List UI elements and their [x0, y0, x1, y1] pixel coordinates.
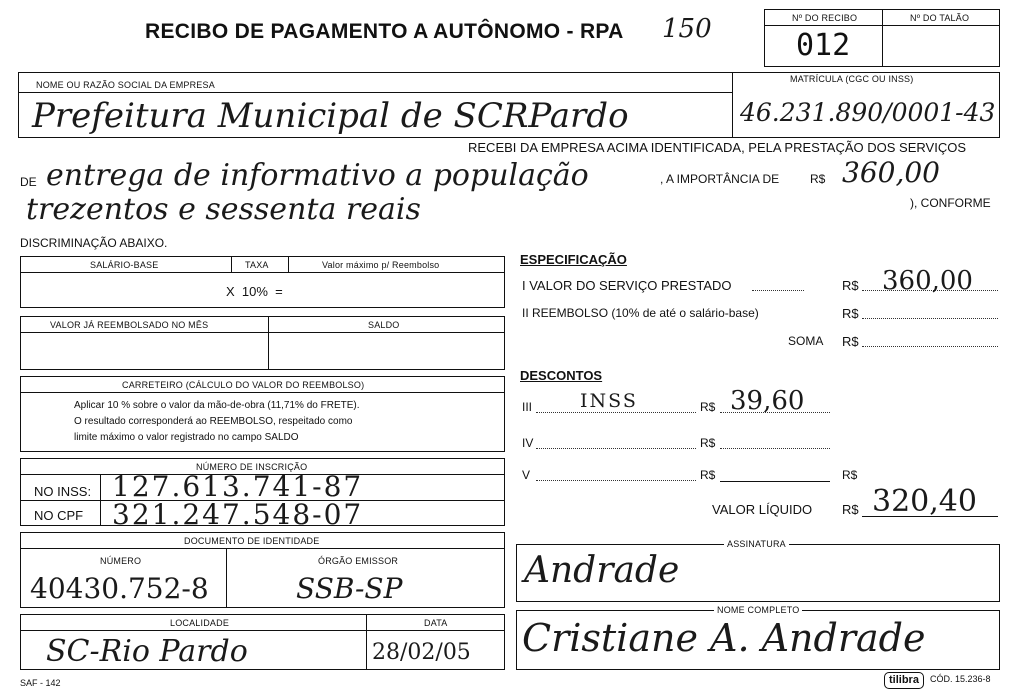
tilibra-logo: tilibra — [884, 672, 924, 689]
statement-de: DE — [20, 175, 37, 189]
salario-label: SALÁRIO-BASE — [90, 260, 159, 270]
desconto-iii-value: 39,60 — [730, 386, 805, 416]
inscricao-title: NÚMERO DE INSCRIÇÃO — [196, 462, 308, 472]
orgao-value: SSB-SP — [296, 572, 403, 605]
product-code: CÓD. 15.236-8 — [930, 674, 991, 684]
carreteiro-title: CARRETEIRO (CÁLCULO DO VALOR DO REEMBOLSO) — [122, 380, 365, 390]
matricula-value: 46.231.890/0001-43 — [740, 98, 996, 127]
cpf-value: 321.247.548-07 — [112, 498, 364, 531]
item1-value: 360,00 — [882, 266, 973, 296]
form-code: SAF - 142 — [20, 678, 61, 688]
desconto-iii-currency: R$ — [700, 400, 716, 414]
item1-currency: R$ — [842, 278, 859, 293]
valor-liquido-currency: R$ — [842, 502, 859, 517]
descontos-title: DESCONTOS — [520, 368, 603, 383]
desconto-iv-label: IV — [522, 436, 534, 450]
valor-ja-label: VALOR JÁ REEMBOLSADO NO MÊS — [50, 320, 209, 330]
desconto-v-currency: R$ — [700, 468, 716, 482]
document-title: RECIBO DE PAGAMENTO A AUTÔNOMO - RPA — [145, 20, 624, 43]
identidade-title: DOCUMENTO DE IDENTIDADE — [184, 536, 320, 546]
title-annotation: 150 — [662, 14, 712, 44]
soma-currency: R$ — [842, 334, 859, 349]
inss-value: 127.613.741-87 — [112, 470, 364, 503]
valor-max-label: Valor máximo p/ Reembolso — [322, 260, 440, 270]
localidade-label: LOCALIDADE — [170, 618, 230, 628]
desconto-iv-currency: R$ — [700, 436, 716, 450]
discriminacao-label: DISCRIMINAÇÃO ABAIXO. — [20, 236, 168, 250]
valor-liquido-value: 320,40 — [872, 484, 977, 519]
services-value: entrega de informativo a população — [46, 158, 589, 193]
especificacao-title: ESPECIFICAÇÃO — [520, 252, 627, 267]
desconto-iii-desc: INSS — [580, 390, 638, 412]
carreteiro-line1: Aplicar 10 % sobre o valor da mão-de-obra (11,71% do FRETE). — [74, 400, 360, 411]
data-value: 28/02/05 — [372, 640, 471, 665]
company-name-value: Prefeitura Municipal de SCRPardo — [32, 96, 629, 136]
inss-label: NO INSS: — [34, 484, 92, 499]
desconto-iii-label: III — [522, 400, 533, 414]
numero-label: NÚMERO — [100, 556, 142, 566]
amount-words-value: trezentos e sessenta reais — [26, 192, 421, 227]
receipt-number-label: Nº DO RECIBO — [792, 13, 858, 23]
saldo-label: SALDO — [368, 320, 400, 330]
company-name-label: NOME OU RAZÃO SOCIAL DA EMPRESA — [36, 80, 215, 90]
amount-value: 360,00 — [842, 156, 940, 189]
item1-label: I VALOR DO SERVIÇO PRESTADO — [522, 278, 732, 293]
item2-label: II REEMBOLSO (10% de até o salário-base) — [522, 306, 759, 320]
valor-liquido-label: VALOR LÍQUIDO — [712, 502, 813, 517]
carreteiro-line3: limite máximo o valor registrado no campo SALDO — [74, 432, 299, 443]
talao-label: Nº DO TALÃO — [910, 13, 970, 23]
statement-currency: R$ — [810, 172, 826, 186]
cpf-label: NO CPF — [34, 508, 84, 523]
soma-label: SOMA — [788, 334, 824, 348]
desconto-v-currency2: R$ — [842, 468, 858, 482]
statement-line1: RECEBI DA EMPRESA ACIMA IDENTIFICADA, PELA PRESTAÇÃO DOS SERVIÇOS — [468, 140, 966, 155]
statement-importancia: , A IMPORTÂNCIA DE — [660, 172, 780, 186]
identidade-numero-value: 40430.752-8 — [30, 572, 209, 605]
taxa-label: TAXA — [245, 260, 269, 270]
assinatura-signature: Andrade — [524, 550, 680, 591]
carreteiro-line2: O resultado corresponderá ao REEMBOLSO, respeitado como — [74, 416, 353, 427]
matricula-label: MATRÍCULA (CGC OU INSS) — [790, 74, 914, 84]
orgao-label: ÓRGÃO EMISSOR — [318, 556, 399, 566]
assinatura-label: ASSINATURA — [724, 539, 789, 549]
localidade-value: SC-Rio Pardo — [46, 634, 248, 669]
item2-currency: R$ — [842, 306, 859, 321]
statement-conforme: ), CONFORME — [910, 196, 991, 210]
nome-completo-label: NOME COMPLETO — [714, 605, 802, 615]
receipt-number-value: 012 — [796, 28, 851, 63]
nome-completo-value: Cristiane A. Andrade — [522, 616, 926, 660]
desconto-v-label: V — [522, 468, 531, 482]
data-label: DATA — [424, 618, 448, 628]
salario-formula: X 10% = — [226, 284, 283, 299]
